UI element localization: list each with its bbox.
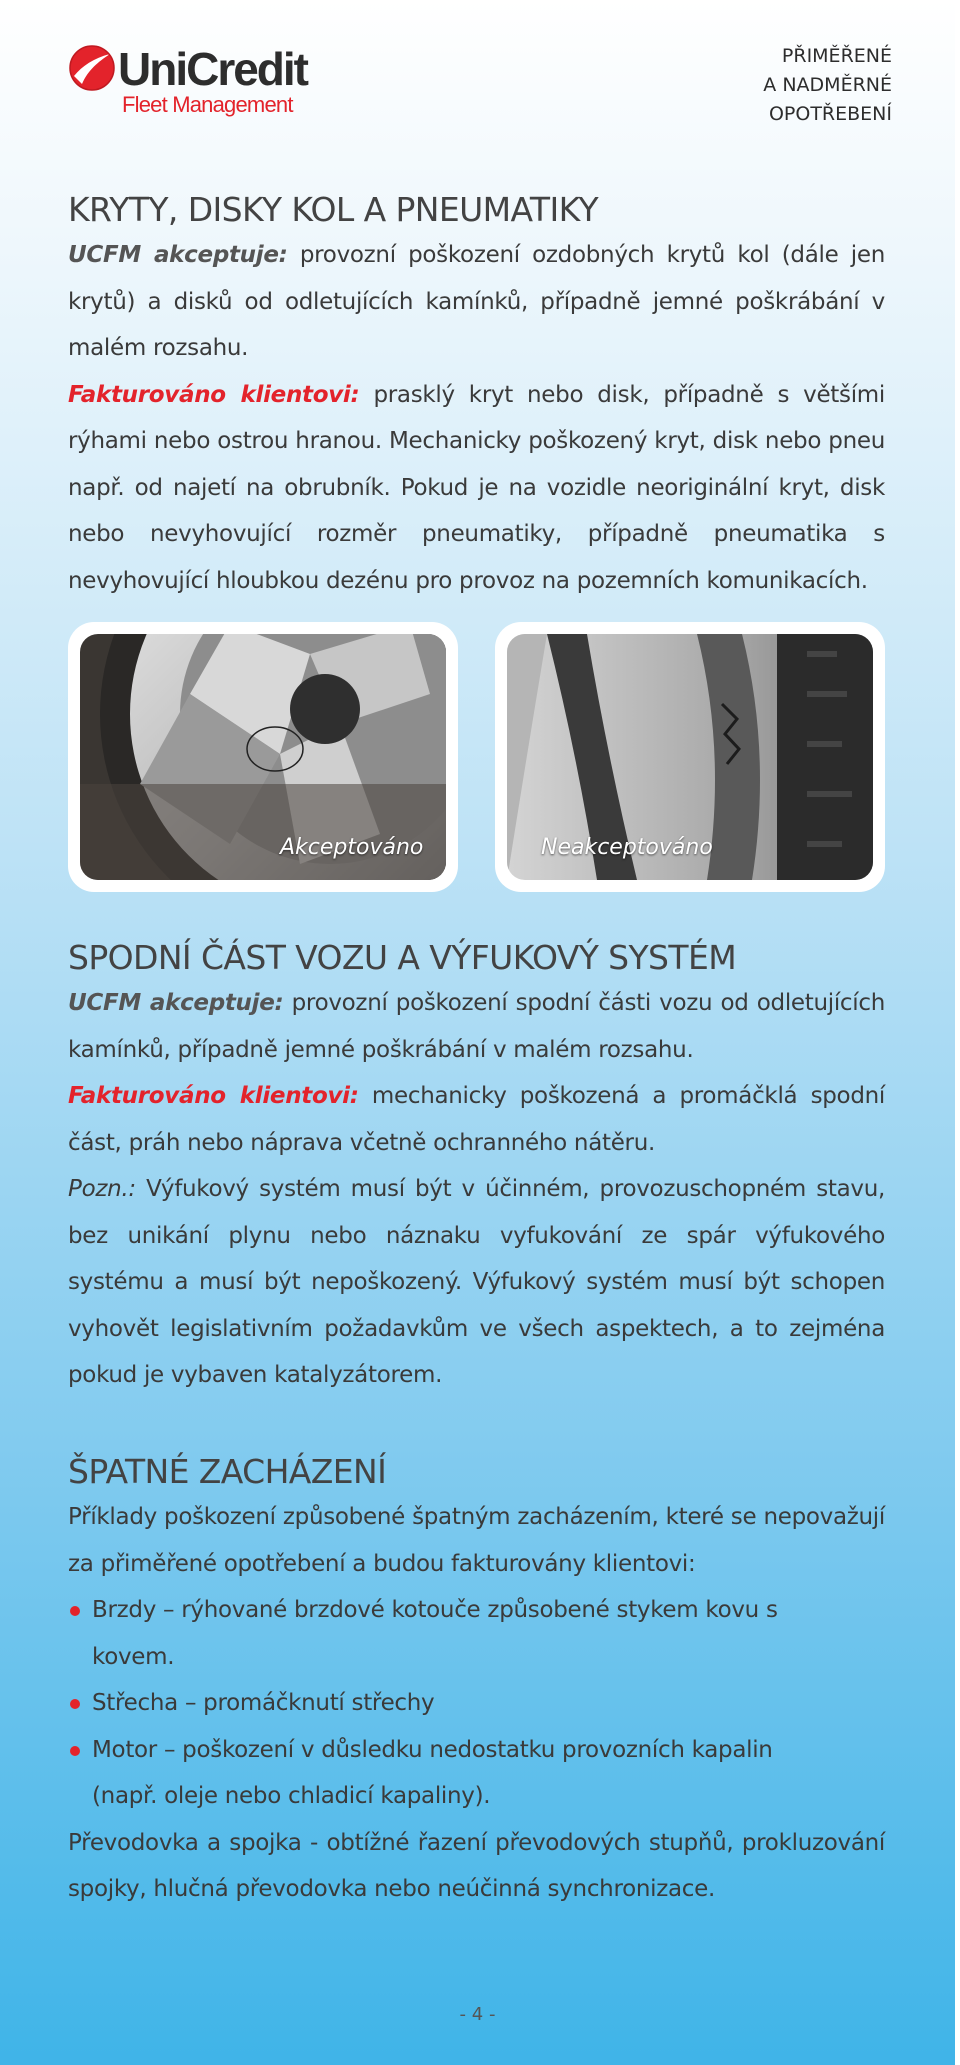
page-number: - 4 -	[459, 2004, 496, 2025]
document-title-line: A NADMĚRNÉ	[763, 74, 892, 96]
bullet-dot-icon	[70, 1699, 80, 1709]
accepted-paragraph	[68, 232, 885, 372]
section-heading: KRYTY, DISKY KOL A PNEUMATIKY	[68, 190, 599, 229]
accepted-text: provozní poškození spodní části vozu od odletujících kamínků, případně jemné poškrábání v malém rozsahu.	[68, 990, 885, 1063]
note-text: Výfukový systém musí být v účinném, provozuschopném stavu, bez unikání plynu nebo náznaku vyfukování ze spár výfukového systému a musí být nepoškozený. Výfukový systém musí být schopen vyhovět legislativním požadavkům ve všech aspektech, a to zejména pokud je vybaven katalyzátorem.	[68, 1176, 885, 1388]
section-body	[68, 232, 885, 604]
wheel-photo-accepted	[80, 634, 446, 880]
logo-subtitle: Fleet Management	[122, 92, 293, 117]
document-title-line: OPOTŘEBENÍ	[768, 103, 892, 125]
photo-caption-accepted: Akceptováno	[280, 835, 424, 860]
note-lead: Pozn.:	[68, 1176, 136, 1202]
billed-text: prasklý kryt nebo disk, případně s většími rýhami nebo ostrou hranou. Mechanicky poškozený kryt, disk nebo pneu např. od najetí na obrubník. Pokud je na vozidle neoriginální kryt, disk nebo nevyhovující rozměr pneumatiky, případně pneumatika s nevyhovující hloubkou dezénu pro provoz na pozemních komunikacích.	[68, 381, 885, 594]
billed-lead: Fakturováno klientovi:	[68, 381, 360, 408]
note-paragraph	[68, 1166, 885, 1399]
list-item	[68, 1727, 885, 1820]
section-body	[68, 1494, 885, 1913]
bullet-dot-icon	[70, 1746, 80, 1756]
section-misuse	[68, 1452, 885, 1913]
accepted-lead: UCFM akceptuje:	[68, 990, 284, 1016]
list-item	[68, 1680, 885, 1727]
accepted-lead: UCFM akceptuje:	[68, 242, 288, 268]
list-item-text: Brzdy – rýhované brzdové kotouče způsobené stykem kovu s kovem.	[92, 1597, 778, 1670]
bullet-dot-icon	[70, 1606, 80, 1616]
list-item-text: Střecha – promáčknutí střechy	[92, 1690, 435, 1716]
list-item	[68, 1587, 885, 1680]
intro-paragraph: Příklady poškození způsobené špatným zacházením, které se nepovažují za přiměřené opotřebení a budou fakturovány klientovi:	[68, 1504, 885, 1577]
document-title-line: PŘIMĚŘENÉ	[781, 45, 892, 67]
photo-not-accepted	[495, 622, 885, 892]
closing-paragraph: Převodovka a spojka - obtížné řazení převodových stupňů, prokluzování spojky, hlučná převodovka nebo neúčinná synchronizace.	[68, 1829, 885, 1902]
section-underbody	[68, 938, 885, 1399]
billed-paragraph	[68, 1073, 885, 1166]
document-title	[652, 42, 892, 129]
accepted-text: provozní poškození ozdobných krytů kol (dále jen krytů) a disků od odletujících kamínků, případně jemné poškrábání v malém rozsahu.	[68, 242, 885, 361]
billed-text: mechanicky poškozená a promáčklá spodní část, práh nebo náprava včetně ochranného nátěru.	[68, 1083, 885, 1156]
wheel-photo-not-accepted	[507, 634, 873, 880]
misuse-list	[68, 1587, 885, 1820]
section-heading: ŠPATNÉ ZACHÁZENÍ	[68, 1452, 387, 1491]
list-item-text: Motor – poškození v důsledku nedostatku provozních kapalin (např. oleje nebo chladicí kapaliny).	[92, 1736, 773, 1809]
photo-caption-not-accepted: Neakceptováno	[541, 835, 713, 860]
accepted-paragraph	[68, 980, 885, 1073]
billed-paragraph	[68, 372, 885, 605]
unicredit-logo	[68, 40, 318, 124]
unicredit-emblem-icon	[68, 44, 116, 92]
section-heading: SPODNÍ ČÁST VOZU A VÝFUKOVÝ SYSTÉM	[68, 938, 737, 977]
section-body	[68, 980, 885, 1399]
photo-accepted	[68, 622, 458, 892]
billed-lead: Fakturováno klientovi:	[68, 1083, 359, 1109]
logo-wordmark: UniCredit	[118, 43, 307, 95]
photo-comparison	[68, 622, 885, 892]
page-margin	[955, 0, 960, 2065]
section-wheels	[68, 190, 885, 604]
